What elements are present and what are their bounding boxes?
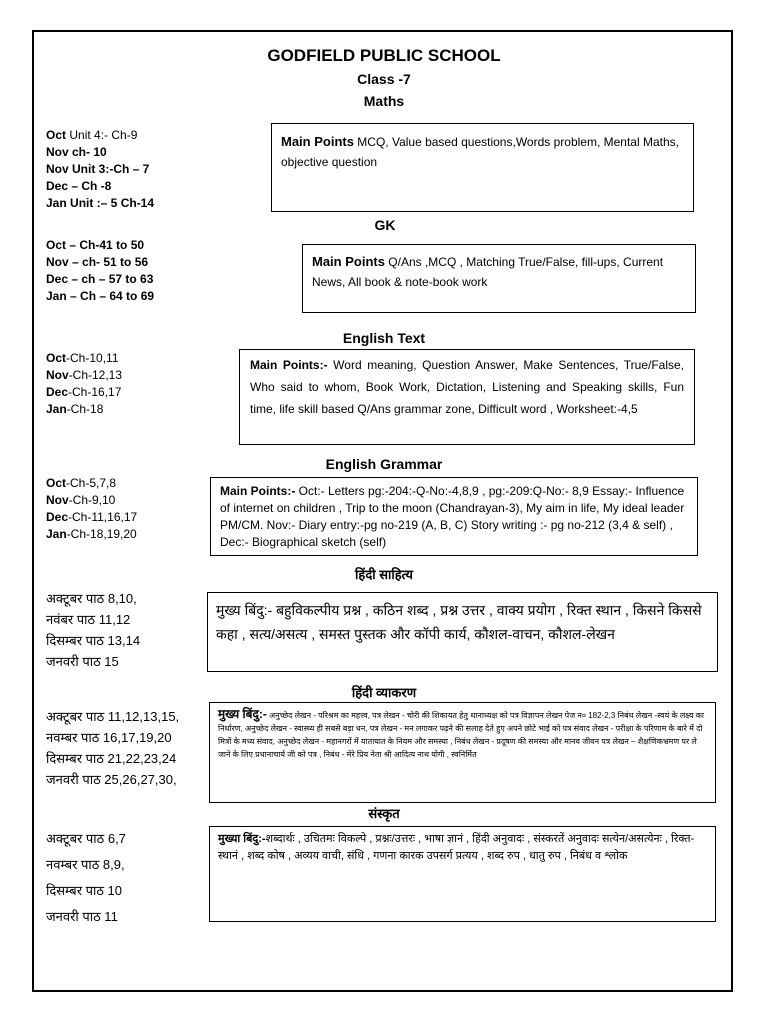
list-item: Nov Unit 3:-Ch – 7 [46, 162, 150, 176]
list-item: Oct Unit 4:- Ch-9 [46, 128, 138, 142]
list-item: Nov – ch- 51 to 56 [46, 255, 149, 269]
gk-heading: GK [374, 217, 396, 233]
sanskrit-points-box [209, 826, 716, 922]
list-item: दिसम्बर पाठ 13,14 [46, 633, 141, 648]
english-grammar-points: Oct:- Letters pg:-204:-Q-No:-4,8,9 , pg:-209:Q-No:- 8,9 Essay:- Influence of internet on children , Trip to the moon (Chandrayan-3), My aim in life, My ideal leader PM/CM. Nov:- Diary entry:-pg no-219 (A, B, C) Story writing :- pg no-212 (3,4 & self) , Dec:- Biographical sketch (self) [220, 484, 685, 549]
hindi-sahitya-schedule [46, 588, 140, 672]
list-item: अक्टूबर पाठ 6,7 [46, 831, 126, 846]
sanskrit-schedule [46, 826, 126, 930]
main-points-label: Main Points:- [220, 484, 296, 498]
list-item: Jan – Ch – 64 to 69 [46, 289, 155, 303]
hindi-vyakaran-heading: हिंदी व्याकरण [351, 685, 417, 700]
list-item: जनवरी पाठ 11 [46, 909, 118, 924]
list-item: Jan-Ch-18 [46, 402, 104, 416]
main-points-label: Main Points [312, 254, 385, 269]
hindi-vyakaran-schedule [46, 706, 179, 790]
maths-points: MCQ, Value based questions,Words problem, Mental Maths, objective question [281, 135, 679, 169]
list-item: Jan Unit :– 5 Ch-14 [46, 196, 155, 210]
gk-points: Q/Ans ,MCQ , Matching True/False, fill-ups, Current News, All book & note-book work [312, 255, 664, 289]
list-item: नवंबर पाठ 11,12 [46, 612, 131, 627]
list-item: Dec – ch – 57 to 63 [46, 272, 154, 286]
list-item: दिसम्बर पाठ 21,22,23,24 [46, 751, 177, 766]
list-item: अक्टूबर पाठ 11,12,13,15, [46, 709, 180, 724]
maths-points-box [271, 123, 694, 212]
english-grammar-schedule [46, 475, 137, 543]
main-points-label: मुख्य बिंदु:- [218, 707, 267, 721]
sanskrit-points: शब्दार्थः , उचितमः विकल्पे , प्रश्नः/उत्तरः , भाषा ज्ञानं , हिंदी अनुवादः , संस्करतें अनुवादः सत्येन/असत्येनः , रिक्त-स्थानं , शब्द कोष , अव्यय वाची, संधि , गणना कारक उपसर्ग प्रत्यय , शब्द रुप , धातु रुप , निबंध व श्लोक [218, 833, 695, 862]
hindi-vyakaran-points-box [209, 702, 716, 803]
main-points-label: Main Points:- [250, 358, 328, 372]
hindi-sahitya-heading: हिंदी साहित्य [355, 567, 413, 582]
list-item: Nov ch- 10 [46, 145, 107, 159]
list-item: Dec – Ch -8 [46, 179, 112, 193]
list-item: जनवरी पाठ 15 [46, 654, 119, 669]
main-points-label: Main Points [281, 134, 354, 149]
list-item: दिसम्बर पाठ 10 [46, 883, 123, 898]
sanskrit-heading: संस्कृत [368, 806, 400, 821]
english-text-schedule [46, 350, 122, 418]
english-text-heading: English Text [342, 330, 426, 346]
list-item: Oct-Ch-10,11 [46, 351, 119, 365]
subject-maths: Maths [363, 93, 405, 109]
english-text-points: Word meaning, Question Answer, Make Sentences, True/False, Who said to whom, Book Work, Dictation, Listening and Speaking skills, Fun time, life skill based Q/Ans grammar zone, Difficult word , Worksheet:-4,5 [250, 358, 685, 416]
english-grammar-heading: English Grammar [325, 456, 443, 472]
hindi-sahitya-points: मुख्य बिंदु:- बहुविकल्पीय प्रश्न , कठिन शब्द , प्रश्न उत्तर , वाक्य प्रयोग , रिक्त स्थान , किसने किससे कहा , सत्य/असत्य , समस्त पुस्तक और कॉपी कार्य, कौशल-वाचन, कौशल-लेखन [216, 602, 702, 642]
list-item: Dec-Ch-16,17 [46, 385, 122, 399]
maths-schedule [46, 127, 154, 212]
list-item: अक्टूबर पाठ 8,10, [46, 591, 137, 606]
gk-schedule [46, 237, 154, 305]
list-item: Jan-Ch-18,19,20 [46, 527, 137, 541]
hindi-sahitya-points-box [207, 592, 718, 672]
list-item: Dec-Ch-11,16,17 [46, 510, 138, 524]
gk-points-box [302, 244, 696, 313]
school-name: GODFIELD PUBLIC SCHOOL [267, 46, 501, 65]
list-item: नवम्बर पाठ 8,9, [46, 857, 125, 872]
list-item: Nov-Ch-9,10 [46, 493, 116, 507]
list-item: नवम्बर पाठ 16,17,19,20 [46, 730, 172, 745]
english-text-points-box [239, 349, 695, 445]
class-label: Class -7 [357, 71, 411, 87]
english-grammar-points-box [210, 477, 698, 556]
list-item: Oct – Ch-41 to 50 [46, 238, 145, 252]
list-item: Nov-Ch-12,13 [46, 368, 123, 382]
hindi-vyakaran-points: अनुच्छेद लेखन - परिश्रम का महत्त्व, पत्र लेखन - चोरी की शिकायत हेतु थानाध्यक्ष को पत्र विज्ञापन लेखन पेज न० 182-2,3 निबंध लेखन -स्वयं के लक्ष्य का निर्धारण, अनुच्छेद लेखन - स्वास्थ्य ही सबसे बड़ा धन, पत्र लेखन - मन लगाकर पढ़ने की सलाह देते हुए अपने छोटे भाई को पत्र संवाद लेखन - परीक्षा के परिणाम के बारे में दो मित्रों के मध्य संवाद, अनुच्छेद लेखन - महानगरों में यातायात के नियम और समस्या , निबंध लेखन - प्रदूषण की समस्या और मानव जीवन पत्र लेखन – शैक्षणिकभ्रमण पर ले जाने के लिए प्रधानाचार्य जी को पत्र , निबंध - मेरे प्रिय नेता श्री आदित्य नाथ योगी , स्वनिर्मित [218, 711, 704, 759]
main-points-label: मुख्या बिंदु:- [218, 833, 266, 845]
list-item: Oct-Ch-5,7,8 [46, 476, 117, 490]
list-item: जनवरी पाठ 25,26,27,30, [46, 772, 177, 787]
